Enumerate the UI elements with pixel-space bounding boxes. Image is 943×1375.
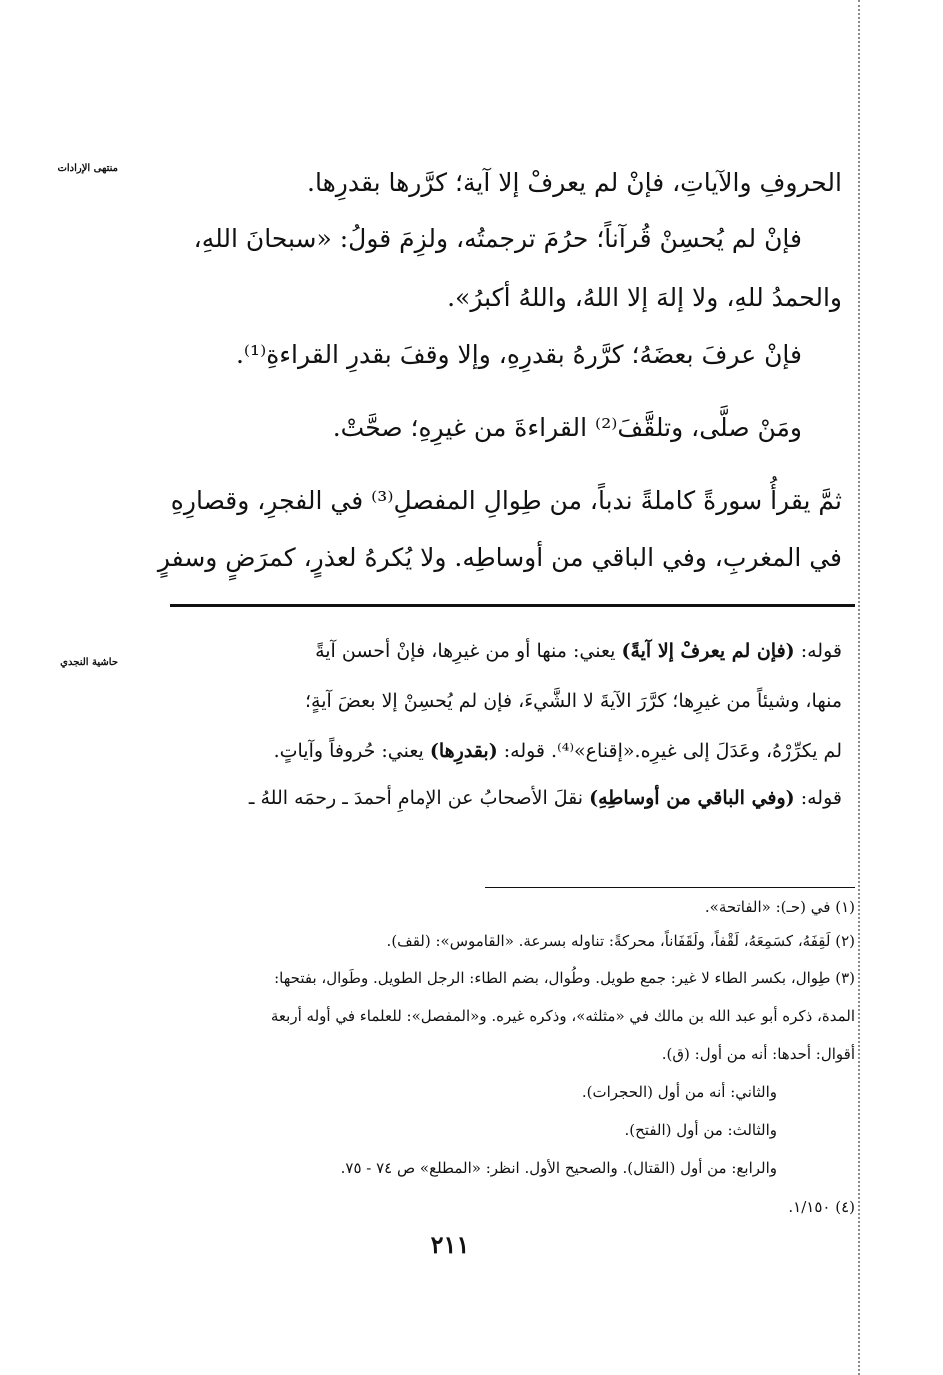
side-label-commentary: حاشية النجدي — [60, 657, 118, 668]
page-number: ٢١١ — [430, 1230, 470, 1259]
footnote-line: (٣) طِوال، بكسر الطاء لا غير: جمع طويل. وطُوال، بضم الطاء: الرجل الطويل. وطَوال، بفتحها: — [274, 969, 855, 987]
margin-guide-line — [858, 0, 860, 1375]
footnote-rule — [485, 887, 855, 888]
main-line: فإنْ لم يُحسِنْ قُرآناً؛ حرُمَ ترجمتُه، ولزِمَ قولُ: «سبحانَ اللهِ، — [193, 224, 802, 253]
footnote-line: والرابع: من أول (القتال). والصحيح الأول. انظر: «المطلع» ص ٧٤ - ٧٥. — [340, 1159, 777, 1177]
footnote-line: (٤) ١/١٥٠. — [788, 1198, 855, 1216]
main-line: والحمدُ للهِ، ولا إلهَ إلا اللهُ، واللهُ أكبرُ». — [447, 283, 842, 312]
footnote-line: أقوال: أحدها: أنه من أول: (ق). — [661, 1045, 855, 1063]
footnote-line: المدة، ذكره أبو عبد الله بن مالك في «مثلثه»، وذكره غيره. و«المفصل»: للعلماء في أوله أربعة — [270, 1007, 855, 1025]
side-label-main-text: منتهى الإرادات — [57, 163, 118, 174]
main-line: فإنْ عرفَ بعضَهُ؛ كرَّرهُ بقدرِهِ، وإلا وقفَ بقدرِ القراءةِ⁽¹⁾. — [235, 340, 802, 369]
main-line: ومَنْ صلَّى، وتلقَّفَ⁽²⁾ القراءةَ من غيرِهِ؛ صحَّتْ. — [332, 413, 802, 442]
commentary-line: قوله: (وفي الباقي من أوساطِهِ) نقلَ الأصحابُ عن الإمامِ أحمدَ ـ رحمَه اللهُ ـ — [248, 787, 842, 809]
section-divider — [170, 604, 855, 607]
commentary-line: لم يكرِّرْهُ، وعَدَلَ إلى غيرِه.«إقناع»⁽⁴⁾. قوله: (بقدرِها) يعني: حُروفاً وآياتٍ. — [273, 740, 842, 762]
main-line: الحروفِ والآياتِ، فإنْ لم يعرفْ إلا آية؛ كرَّرها بقدرِها. — [307, 168, 842, 197]
main-line: ثمَّ يقرأُ سورةً كاملةً ندباً، من طِوالِ المفصلِ⁽³⁾ في الفجرِ، وقصارِهِ — [170, 486, 842, 515]
commentary-line: منها، وشيئاً من غيرِها؛ كرَّرَ الآيةَ لا الشَّيءَ، فإن لم يُحسِنْ إلا بعضَ آيةٍ؛ — [304, 690, 842, 712]
footnote-line: (٢) لَقِفَهُ، كسَمِعَهُ، لَقْفاً، ولَقَفَاناً، محركةً: تناوله بسرعة. «القاموس»: (لقف). — [386, 932, 855, 950]
commentary-line: قوله: (فإن لم يعرفْ إلا آيةً) يعني: منها أو من غيرِها، فإنْ أحسن آيةً — [315, 640, 842, 662]
main-line: في المغربِ، وفي الباقي من أوساطِه. ولا يُكرهُ لعذرٍ، كمرَضٍ وسفرٍ — [157, 543, 842, 572]
footnote-line: والثالث: من أول (الفتح). — [624, 1121, 777, 1139]
footnote-line: والثاني: أنه من أول (الحجرات). — [581, 1083, 777, 1101]
footnote-line: (١) في (حـ): «الفاتحة». — [704, 898, 855, 916]
